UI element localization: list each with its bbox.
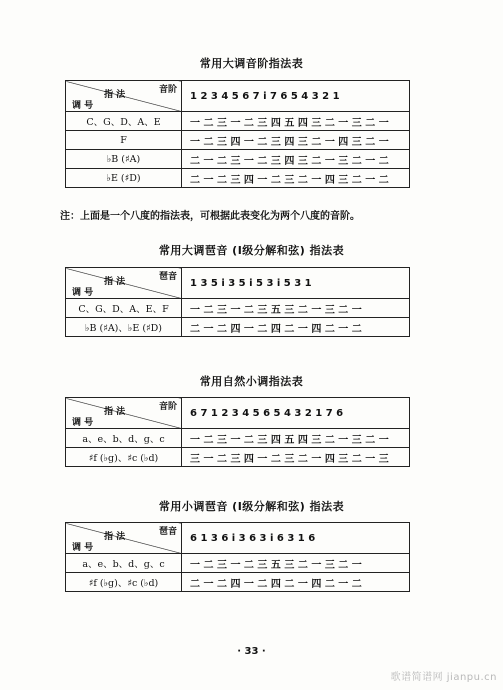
key-cell: a、e、b、d、g、c: [66, 554, 182, 573]
fingering-cell: 一 二 三 一 二 三 四 五 四 三 二 一 三 二 一: [182, 112, 410, 131]
fingering-table: [65, 80, 410, 188]
header-label: 调 号: [72, 418, 94, 428]
watermark: 歌谱简谱网 jianpu.cn: [390, 672, 497, 683]
header-label: 调 号: [72, 101, 94, 111]
header-label: 指 法: [104, 90, 126, 100]
fingering-cell: 二 一 二 四 一 二 四 二 一 四 二 一 二: [182, 573, 410, 592]
fingering-cell: 一 二 三 四 一 二 三 四 三 二 一 四 三 二 一: [182, 131, 410, 150]
header-label: 指 法: [104, 532, 126, 542]
table-title: 常用大调琶音 (Ⅰ级分解和弦) 指法表: [158, 244, 345, 257]
header-label: 调 号: [72, 288, 94, 298]
fingering-cell: 一 二 三 一 二 三 五 三 二 一 三 二 一: [182, 554, 410, 573]
fingering-cell: 一 二 三 一 二 三 四 五 四 三 二 一 三 二 一: [182, 429, 410, 448]
fingering-cell: 二 一 二 三 一 二 三 四 三 二 一 三 二 一 二: [182, 150, 410, 169]
header-values: 6 7 1 2 3 4 5 6 5 4 3 2 1 7 6: [182, 398, 410, 429]
table-header-cell: [66, 268, 182, 299]
table-header-cell: [66, 523, 182, 554]
fingering-cell: 二 一 二 三 四 一 二 三 二 一 四 三 二 一 二: [182, 169, 410, 188]
key-cell: ♭B (♯A)、♭E (♯D): [66, 318, 182, 337]
key-cell: ♭B (♯A): [66, 150, 182, 169]
fingering-cell: 一 二 三 一 二 三 五 三 二 一 三 二 一: [182, 299, 410, 318]
note-text: 注：上面是一个八度的指法表，可根据此表变化为两个八度的音阶。: [60, 211, 360, 222]
header-values: 6 1 3 6 i 3 6 3 i 6 3 1 6: [182, 523, 410, 554]
header-values: 1 3 5 i 3 5 i 5 3 i 5 3 1: [182, 268, 410, 299]
header-label: 音阶: [158, 85, 177, 95]
table-title: 常用大调音阶指法表: [199, 57, 304, 70]
key-cell: a、e、b、d、g、c: [66, 429, 182, 448]
header-label: 指 法: [104, 407, 126, 417]
key-cell: C、G、D、A、E: [66, 112, 182, 131]
fingering-table: [65, 397, 410, 467]
key-cell: ♭E (♯D): [66, 169, 182, 188]
key-cell: ♯f (♭g)、♯c (♭d): [66, 573, 182, 592]
fingering-table: [65, 522, 410, 592]
table-header-cell: [66, 398, 182, 429]
header-label: 调 号: [72, 543, 94, 553]
table-title: 常用自然小调指法表: [199, 375, 304, 388]
fingering-table: [65, 267, 410, 337]
table-header-cell: [66, 81, 182, 112]
header-values: 1 2 3 4 5 6 7 i 7 6 5 4 3 2 1: [182, 81, 410, 112]
header-label: 琶音: [158, 527, 177, 537]
header-label: 指 法: [104, 277, 126, 287]
key-cell: F: [66, 131, 182, 150]
fingering-cell: 二 一 二 四 一 二 四 二 一 四 二 一 二: [182, 318, 410, 337]
fingering-cell: 三 一 二 三 四 一 二 三 二 一 四 三 二 一 三: [182, 448, 410, 467]
header-label: 琶音: [158, 272, 177, 282]
table-title: 常用小调琶音 (Ⅰ级分解和弦) 指法表: [158, 500, 345, 513]
page-number: · 33 ·: [237, 646, 266, 657]
key-cell: C、G、D、A、E、F: [66, 299, 182, 318]
header-label: 音阶: [158, 402, 177, 412]
key-cell: ♯f (♭g)、♯c (♭d): [66, 448, 182, 467]
